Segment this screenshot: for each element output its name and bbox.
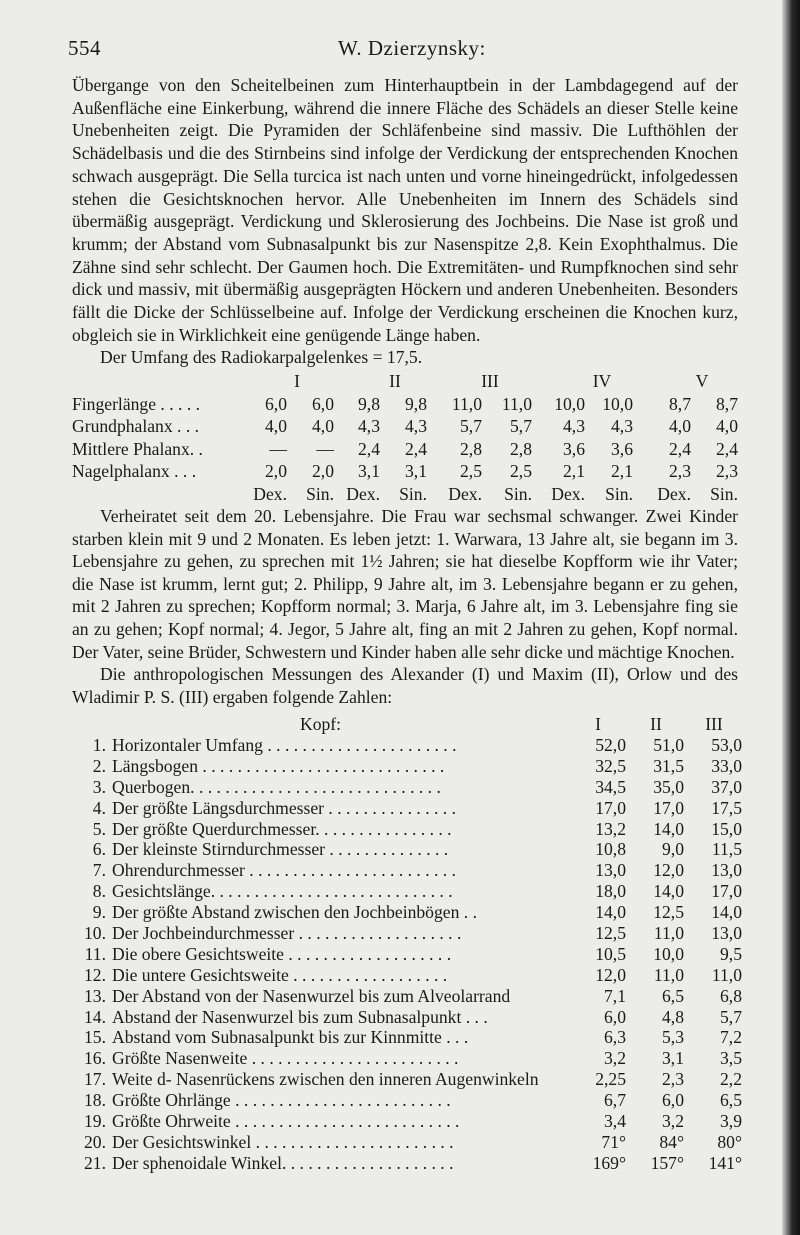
side-header: Dex. xyxy=(448,483,482,504)
measurement-row xyxy=(72,1090,744,1111)
table-cell: 4,0 xyxy=(716,416,738,437)
measurement-value: 11,0 xyxy=(653,964,684,985)
side-header: Sin. xyxy=(605,483,633,504)
row-number: 19. xyxy=(84,1111,106,1132)
measurement-value: 15,0 xyxy=(711,818,742,839)
measurement-value: 11,0 xyxy=(653,923,684,944)
table-cell: 6,0 xyxy=(312,393,334,414)
table-cell: 4,0 xyxy=(312,416,334,437)
running-head-author: W. Dzierzynsky: xyxy=(338,36,486,60)
measurement-value: 5,7 xyxy=(720,1006,742,1027)
row-number: 8. xyxy=(92,881,106,902)
measurement-value: 12,0 xyxy=(595,964,626,985)
page-number: 554 xyxy=(68,36,101,60)
paragraph-family-history: Verheiratet seit dem 20. Lebensjahre. Die Frau war sechsmal schwanger. Zwei Kinder starben klein mit 9 und 2 Monaten. Es leben jetzt: 1. Warwara, 13 Jahre alt, sie begann im 3. Lebensjahre zu gehen, zu sprechen mit 1½ Jahren; sie hat dieselbe Kopfform wie ihr Vater; die Nase ist krumm, lernt gut; 2. Philipp, 9 Jahre alt, im 3. Lebensjahre begann er zu gehen, mit 2 Jahren zu sprechen; Kopfform normal; 3. Marja, 6 Jahre alt, im 3. Lebensjahre fing sie an zu gehen; Kopf normal; 4. Jegor, 5 Jahre alt, fing an mit 2 Jahren zu gehen, Kopf normal. Der Vater, seine Brüder, Schwestern und Kinder haben alle sehr dicke und mächtige Knochen. xyxy=(72,506,738,662)
measurement-name: Größte Nasenweite . . . . . . . . . . . . . . . . . . . . . . . . xyxy=(112,1048,459,1069)
measurement-value: 2,2 xyxy=(720,1069,742,1090)
measurement-value: 7,2 xyxy=(720,1027,742,1048)
column-header: III xyxy=(705,714,723,734)
finger-measurement-table xyxy=(72,370,740,506)
measurement-row xyxy=(72,735,744,756)
table-cell: 2,4 xyxy=(405,438,427,459)
measurement-value: 3,5 xyxy=(720,1048,742,1069)
paragraph-wrist-circumference: Der Umfang des Radiokarpalgelenkes = 17,5. xyxy=(100,347,423,368)
table-cell: 4,3 xyxy=(405,416,427,437)
measurement-value: 32,5 xyxy=(595,755,626,776)
finger-table-row xyxy=(72,438,740,461)
measurement-row xyxy=(72,860,744,881)
measurement-row xyxy=(72,1027,744,1048)
table-cell: 10,0 xyxy=(554,393,585,414)
measurement-value: 12,0 xyxy=(653,860,684,881)
page-edge-shadow xyxy=(782,0,800,1235)
measurement-name: Horizontaler Umfang . . . . . . . . . . . . . . . . . . . . . . xyxy=(112,735,457,755)
measurement-value: 17,0 xyxy=(595,797,626,818)
section-title: Kopf: xyxy=(300,714,342,734)
table-cell: — xyxy=(269,438,287,459)
measurement-name: Der größte Längsdurchmesser . . . . . . . . . . . . . . . xyxy=(112,797,456,818)
table-cell: 4,3 xyxy=(563,416,585,437)
measurement-value: 52,0 xyxy=(595,735,626,755)
measurement-value: 10,5 xyxy=(595,943,626,964)
row-number: 20. xyxy=(84,1131,106,1152)
measurement-row xyxy=(72,798,744,819)
side-header: Sin. xyxy=(399,483,427,504)
measurement-value: 6,8 xyxy=(720,985,742,1006)
measurement-name: Der Abstand von der Nasenwurzel bis zum Alveolarrand xyxy=(112,985,511,1006)
measurement-value: 17,0 xyxy=(711,881,742,902)
table-cell: 2,1 xyxy=(611,461,633,482)
table-cell: 2,4 xyxy=(358,438,380,459)
measurement-name: Der Jochbeindurchmesser . . . . . . . . . . . . . . . . . . . xyxy=(112,923,462,944)
row-label: Mittlere Phalanx. . xyxy=(72,438,203,459)
row-number: 6. xyxy=(92,839,106,860)
measurement-name: Der Gesichtswinkel . . . . . . . . . . . . . . . . . . . . . . . xyxy=(112,1131,454,1152)
measurement-row xyxy=(72,1007,744,1028)
table-cell: 2,0 xyxy=(265,461,287,482)
measurement-name: Abstand der Nasenwurzel bis zum Subnasalpunkt . . . xyxy=(112,1006,488,1027)
measurement-value: 51,0 xyxy=(653,735,684,755)
measurement-value: 13,2 xyxy=(595,818,626,839)
measurement-value: 141° xyxy=(708,1152,742,1173)
table-cell: 4,3 xyxy=(611,416,633,437)
row-number: 17. xyxy=(84,1069,106,1090)
side-header: Dex. xyxy=(253,483,287,504)
measurement-value: 53,0 xyxy=(711,735,742,755)
table-cell: 8,7 xyxy=(716,393,738,414)
row-number: 14. xyxy=(84,1006,106,1027)
measurement-row xyxy=(72,902,744,923)
body-text-middle xyxy=(72,505,738,708)
row-label: Nagelphalanx . . . xyxy=(72,461,197,482)
anthropological-measurement-table xyxy=(72,714,744,1174)
table-cell: 9,8 xyxy=(405,393,427,414)
measurement-name: Die untere Gesichtsweite . . . . . . . . . . . . . . . . . . xyxy=(112,964,448,985)
measurement-name: Weite d- Nasenrückens zwischen den inneren Augenwinkeln xyxy=(112,1069,539,1090)
side-header-row xyxy=(72,483,740,506)
measurement-value: 6,5 xyxy=(720,1090,742,1111)
measurement-value: 37,0 xyxy=(711,776,742,797)
measurement-header-row xyxy=(72,714,744,735)
measurement-name: Größte Ohrweite . . . . . . . . . . . . . . . . . . . . . . . . . . xyxy=(112,1111,460,1132)
measurement-value: 17,0 xyxy=(653,797,684,818)
table-cell: 2,8 xyxy=(510,438,532,459)
side-header: Sin. xyxy=(710,483,738,504)
measurement-value: 5,3 xyxy=(662,1027,684,1048)
column-header: I xyxy=(595,714,601,734)
measurement-value: 13,0 xyxy=(711,860,742,881)
table-cell: 2,5 xyxy=(510,461,532,482)
row-label: Grundphalanx . . . xyxy=(72,416,200,437)
measurement-value: 18,0 xyxy=(595,881,626,902)
finger-header: IV xyxy=(592,371,612,391)
table-cell: 2,3 xyxy=(716,461,738,482)
finger-header: III xyxy=(481,371,499,391)
measurement-name: Größte Ohrlänge . . . . . . . . . . . . . . . . . . . . . . . . . xyxy=(112,1090,451,1111)
row-label: Fingerlänge . . . . . xyxy=(72,393,201,414)
measurement-value: 4,8 xyxy=(662,1006,684,1027)
row-number: 15. xyxy=(84,1027,106,1048)
table-cell: 2,4 xyxy=(669,438,691,459)
measurement-row xyxy=(72,881,744,902)
table-cell: 5,7 xyxy=(460,416,482,437)
measurement-value: 17,5 xyxy=(711,797,742,818)
side-header: Sin. xyxy=(306,483,334,504)
side-header: Dex. xyxy=(551,483,585,504)
finger-header: V xyxy=(695,371,709,391)
measurement-value: 9,0 xyxy=(662,839,684,860)
table-cell: 3,6 xyxy=(563,438,585,459)
table-cell: 2,4 xyxy=(716,438,738,459)
measurement-value: 71° xyxy=(601,1131,626,1152)
measurement-value: 14,0 xyxy=(653,818,684,839)
measurement-value: 3,2 xyxy=(604,1048,626,1069)
measurement-value: 6,0 xyxy=(662,1090,684,1111)
side-header: Dex. xyxy=(346,483,380,504)
measurement-value: 10,8 xyxy=(595,839,626,860)
table-cell: 4,0 xyxy=(265,416,287,437)
finger-table-row xyxy=(72,460,740,483)
measurement-value: 34,5 xyxy=(595,776,626,797)
table-cell: 8,7 xyxy=(669,393,691,414)
measurement-value: 11,0 xyxy=(711,964,742,985)
measurement-row xyxy=(72,777,744,798)
measurement-name: Abstand vom Subnasalpunkt bis zur Kinnmitte . . . xyxy=(112,1027,469,1048)
measurement-value: 14,0 xyxy=(653,881,684,902)
measurement-value: 6,0 xyxy=(604,1006,626,1027)
measurement-value: 2,3 xyxy=(662,1069,684,1090)
table-cell: 9,8 xyxy=(358,393,380,414)
measurement-row xyxy=(72,965,744,986)
measurement-row xyxy=(72,1069,744,1090)
side-header: Dex. xyxy=(657,483,691,504)
measurement-value: 33,0 xyxy=(711,755,742,776)
measurement-value: 14,0 xyxy=(595,902,626,923)
measurement-name: Gesichtslänge. . . . . . . . . . . . . . . . . . . . . . . . . . . . xyxy=(112,881,453,902)
table-cell: 3,1 xyxy=(405,461,427,482)
measurement-value: 13,0 xyxy=(711,923,742,944)
measurement-row xyxy=(72,756,744,777)
finger-table-row xyxy=(72,415,740,438)
table-cell: 11,0 xyxy=(501,393,532,414)
row-number: 13. xyxy=(84,985,106,1006)
measurement-row xyxy=(72,923,744,944)
measurement-value: 14,0 xyxy=(711,902,742,923)
measurement-row xyxy=(72,1111,744,1132)
row-number: 9. xyxy=(92,902,106,923)
measurement-row xyxy=(72,839,744,860)
measurement-row xyxy=(72,1132,744,1153)
measurement-value: 3,1 xyxy=(662,1048,684,1069)
measurement-row xyxy=(72,986,744,1007)
table-cell: 5,7 xyxy=(510,416,532,437)
measurement-value: 10,0 xyxy=(653,943,684,964)
measurement-value: 3,2 xyxy=(662,1111,684,1132)
measurement-value: 157° xyxy=(650,1152,684,1173)
measurement-value: 6,3 xyxy=(604,1027,626,1048)
table-cell: 2,1 xyxy=(563,461,585,482)
measurement-value: 3,4 xyxy=(604,1111,626,1132)
measurement-name: Ohrendurchmesser . . . . . . . . . . . . . . . . . . . . . . . . xyxy=(112,860,457,881)
paragraph-skull-description: Übergange von den Scheitelbeinen zum Hinterhauptbein in der Lambdagegend auf der Außenfläche eine Einkerbung, während die innere Fläche des Schädels an dieser Stelle keine Unebenheiten zeigt. Die Pyramiden der Schläfenbeine sind massiv. Die Lufthöhlen der Schädelbasis und die des Stirnbeins sind infolge der Verdickung der entsprechenden Knochen schwach ausgeprägt. Die Sella turcica ist nach unten und vorne hineingedrückt, infolgedessen stehen die Gesichtsknochen hervor. Alle Unebenheiten im Innern des Schädels sind übermäßig ausgeprägt. Verdickung und Sklerosierung des Jochbeins. Die Nase ist groß und krumm; der Abstand vom Subnasalpunkt bis zur Nasenspitze 2,8. Kein Exophthalmus. Die Zähne sind sehr schlecht. Der Gaumen hoch. Die Extremitäten- und Rumpfknochen sind sehr dick und massiv, mit übermäßig ausgeprägten Höckern und anderen Unebenheiten. Besonders fällt die Dicke der Schlüsselbeine auf. Infolge der Verdickung erscheinen die Knochen kurz, obgleich sie in Wirklichkeit eine genügende Länge haben. xyxy=(72,75,738,345)
measurement-value: 6,7 xyxy=(604,1090,626,1111)
row-number: 2. xyxy=(92,755,106,776)
finger-table-row xyxy=(72,393,740,416)
table-cell: — xyxy=(316,438,334,459)
measurement-name: Die obere Gesichtsweite . . . . . . . . . . . . . . . . . . . xyxy=(112,943,452,964)
row-number: 5. xyxy=(92,818,106,839)
row-number: 21. xyxy=(84,1152,106,1173)
measurement-value: 12,5 xyxy=(653,902,684,923)
side-header: Sin. xyxy=(504,483,532,504)
table-cell: 10,0 xyxy=(602,393,633,414)
measurement-value: 2,25 xyxy=(595,1069,626,1090)
measurement-name: Querbogen. . . . . . . . . . . . . . . . . . . . . . . . . . . . . xyxy=(112,776,441,797)
measurement-value: 3,9 xyxy=(720,1111,742,1132)
table-cell: 3,6 xyxy=(611,438,633,459)
table-cell: 2,0 xyxy=(312,461,334,482)
paragraph-measurements-intro: Die anthropologischen Messungen des Alexander (I) und Maxim (II), Orlow und des Wladimir P. S. (III) ergaben folgende Zahlen: xyxy=(72,664,738,707)
row-number: 7. xyxy=(92,860,106,881)
table-cell: 2,5 xyxy=(460,461,482,482)
table-cell: 3,1 xyxy=(358,461,380,482)
row-number: 3. xyxy=(92,776,106,797)
measurement-value: 11,5 xyxy=(711,839,742,860)
measurement-value: 84° xyxy=(659,1131,684,1152)
row-number: 10. xyxy=(84,923,106,944)
column-header: II xyxy=(650,714,662,734)
table-cell: 2,8 xyxy=(460,438,482,459)
measurement-value: 13,0 xyxy=(595,860,626,881)
measurement-name: Der größte Querdurchmesser. . . . . . . . . . . . . . . . xyxy=(112,818,452,839)
table-cell: 4,3 xyxy=(358,416,380,437)
measurement-name: Der sphenoidale Winkel. . . . . . . . . . . . . . . . . . . . xyxy=(112,1152,454,1173)
measurement-value: 12,5 xyxy=(595,923,626,944)
measurement-name: Längsbogen . . . . . . . . . . . . . . . . . . . . . . . . . . . . xyxy=(112,755,445,776)
measurement-row xyxy=(72,944,744,965)
row-number: 12. xyxy=(84,964,106,985)
finger-header: I xyxy=(294,371,300,391)
measurement-row xyxy=(72,1048,744,1069)
finger-header-row xyxy=(72,370,740,393)
row-number: 16. xyxy=(84,1048,106,1069)
measurement-value: 6,5 xyxy=(662,985,684,1006)
table-cell: 4,0 xyxy=(669,416,691,437)
measurement-value: 80° xyxy=(717,1131,742,1152)
measurement-name: Der größte Abstand zwischen den Jochbeinbögen . . xyxy=(112,902,477,923)
row-number: 18. xyxy=(84,1090,106,1111)
row-number: 4. xyxy=(92,797,106,818)
measurement-name: Der kleinste Stirndurchmesser . . . . . . . . . . . . . . xyxy=(112,839,449,860)
table-cell: 11,0 xyxy=(451,393,482,414)
measurement-value: 169° xyxy=(592,1152,626,1173)
measurement-value: 7,1 xyxy=(604,985,626,1006)
measurement-value: 9,5 xyxy=(720,943,742,964)
measurement-value: 35,0 xyxy=(653,776,684,797)
table-cell: 6,0 xyxy=(265,393,287,414)
row-number: 11. xyxy=(84,943,106,964)
body-text-top xyxy=(72,74,738,369)
measurement-row xyxy=(72,819,744,840)
measurement-row xyxy=(72,1153,744,1174)
measurement-value: 31,5 xyxy=(653,755,684,776)
row-number: 1. xyxy=(92,735,106,755)
finger-header: II xyxy=(389,371,401,391)
table-cell: 2,3 xyxy=(669,461,691,482)
